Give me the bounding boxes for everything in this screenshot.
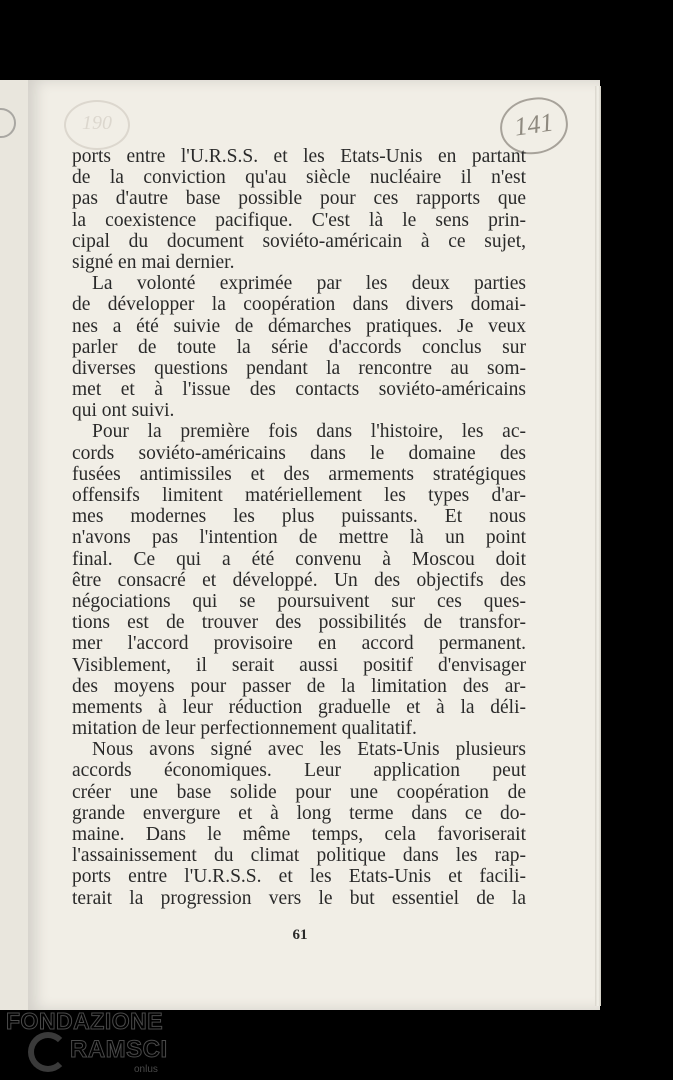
handwritten-page-stamp: 141 bbox=[496, 94, 571, 159]
text-line: La volonté exprimée par les deux parties bbox=[92, 273, 526, 295]
text-line: de la conviction qu'au siècle nucléaire il n'est bbox=[72, 167, 526, 189]
text-line: Visiblement, il serait aussi positif d'envisager bbox=[72, 654, 526, 676]
text-line: mements à leur réduction graduelle et à la déli- bbox=[72, 696, 526, 718]
text-line: tions est de trouver des possibilités de transfor- bbox=[72, 612, 526, 634]
text-line: grande envergure et à long terme dans ce do- bbox=[72, 802, 526, 824]
facing-page-stamp-mark bbox=[0, 108, 16, 138]
text-line: n'avons pas l'intention de mettre là un point bbox=[72, 527, 526, 549]
logo-line1: FONDAZIONE bbox=[6, 1008, 164, 1034]
text-line: mes modernes les plus puissants. Et nous bbox=[72, 506, 526, 528]
logo-onlus: onlus bbox=[134, 1064, 158, 1075]
text-line: créer une base solide pour une coopération de bbox=[72, 781, 526, 803]
text-line: cords soviéto-américains dans le domaine des bbox=[72, 442, 526, 464]
text-line: maine. Dans le même temps, cela favoriserait bbox=[72, 824, 526, 845]
text-line: offensifs limitent matériellement les types d'ar- bbox=[72, 485, 526, 506]
text-line: de développer la coopération dans divers domai- bbox=[72, 294, 526, 316]
text-line: des moyens pour passer de la limitation des ar- bbox=[72, 675, 526, 697]
faded-stamp: 190 bbox=[64, 100, 130, 150]
text-line: négociations qui se poursuivent sur ces ques- bbox=[72, 590, 526, 612]
page-number: 61 bbox=[292, 927, 308, 943]
text-line: accords économiques. Leur application peut bbox=[72, 760, 526, 782]
text-line: final. Ce qui a été convenu à Moscou doit bbox=[72, 548, 526, 570]
facing-page-edge bbox=[0, 80, 31, 1010]
text-line: mer l'accord provisoire en accord permanent. bbox=[72, 633, 526, 655]
text-line: pas d'autre base possible pour ces rapports que bbox=[72, 188, 526, 210]
text-line: cipal du document soviéto-américain à ce sujet, bbox=[72, 230, 526, 252]
text-line: Pour la première fois dans l'histoire, les ac- bbox=[92, 421, 526, 443]
text-line: ports entre l'U.R.S.S. et les Etats-Unis et facili- bbox=[72, 866, 526, 888]
body-text bbox=[72, 146, 526, 909]
text-line: qui ont suivi. bbox=[72, 400, 175, 422]
text-line: l'assainissement du climat politique dans les rap- bbox=[72, 845, 526, 867]
page-edge bbox=[595, 86, 601, 1006]
text-line: mitation de leur perfectionnement qualitatif. bbox=[72, 718, 417, 740]
logo-line2: RAMSCI bbox=[70, 1036, 168, 1063]
logo-g-icon bbox=[28, 1032, 68, 1072]
fondazione-gramsci-logo bbox=[6, 1008, 176, 1080]
text-line: être consacré et développé. Un des objectifs des bbox=[72, 569, 526, 591]
text-line: diverses questions pendant la rencontre au som- bbox=[72, 357, 526, 379]
text-line: nes a été suivie de démarches pratiques. Je veux bbox=[72, 315, 526, 337]
text-line: fusées antimissiles et des armements stratégiques bbox=[72, 463, 526, 485]
text-line: parler de toute la série d'accords conclus sur bbox=[72, 336, 526, 358]
text-line: ports entre l'U.R.S.S. et les Etats-Unis en partant bbox=[72, 146, 526, 167]
text-line: signé en mai dernier. bbox=[72, 251, 235, 273]
text-line: terait la progression vers le but essentiel de la bbox=[72, 887, 526, 909]
text-line: la coexistence pacifique. C'est là le sens prin- bbox=[72, 209, 526, 231]
text-line: Nous avons signé avec les Etats-Unis plusieurs bbox=[92, 739, 526, 761]
text-line: met et à l'issue des contacts soviéto-américains bbox=[72, 379, 526, 401]
